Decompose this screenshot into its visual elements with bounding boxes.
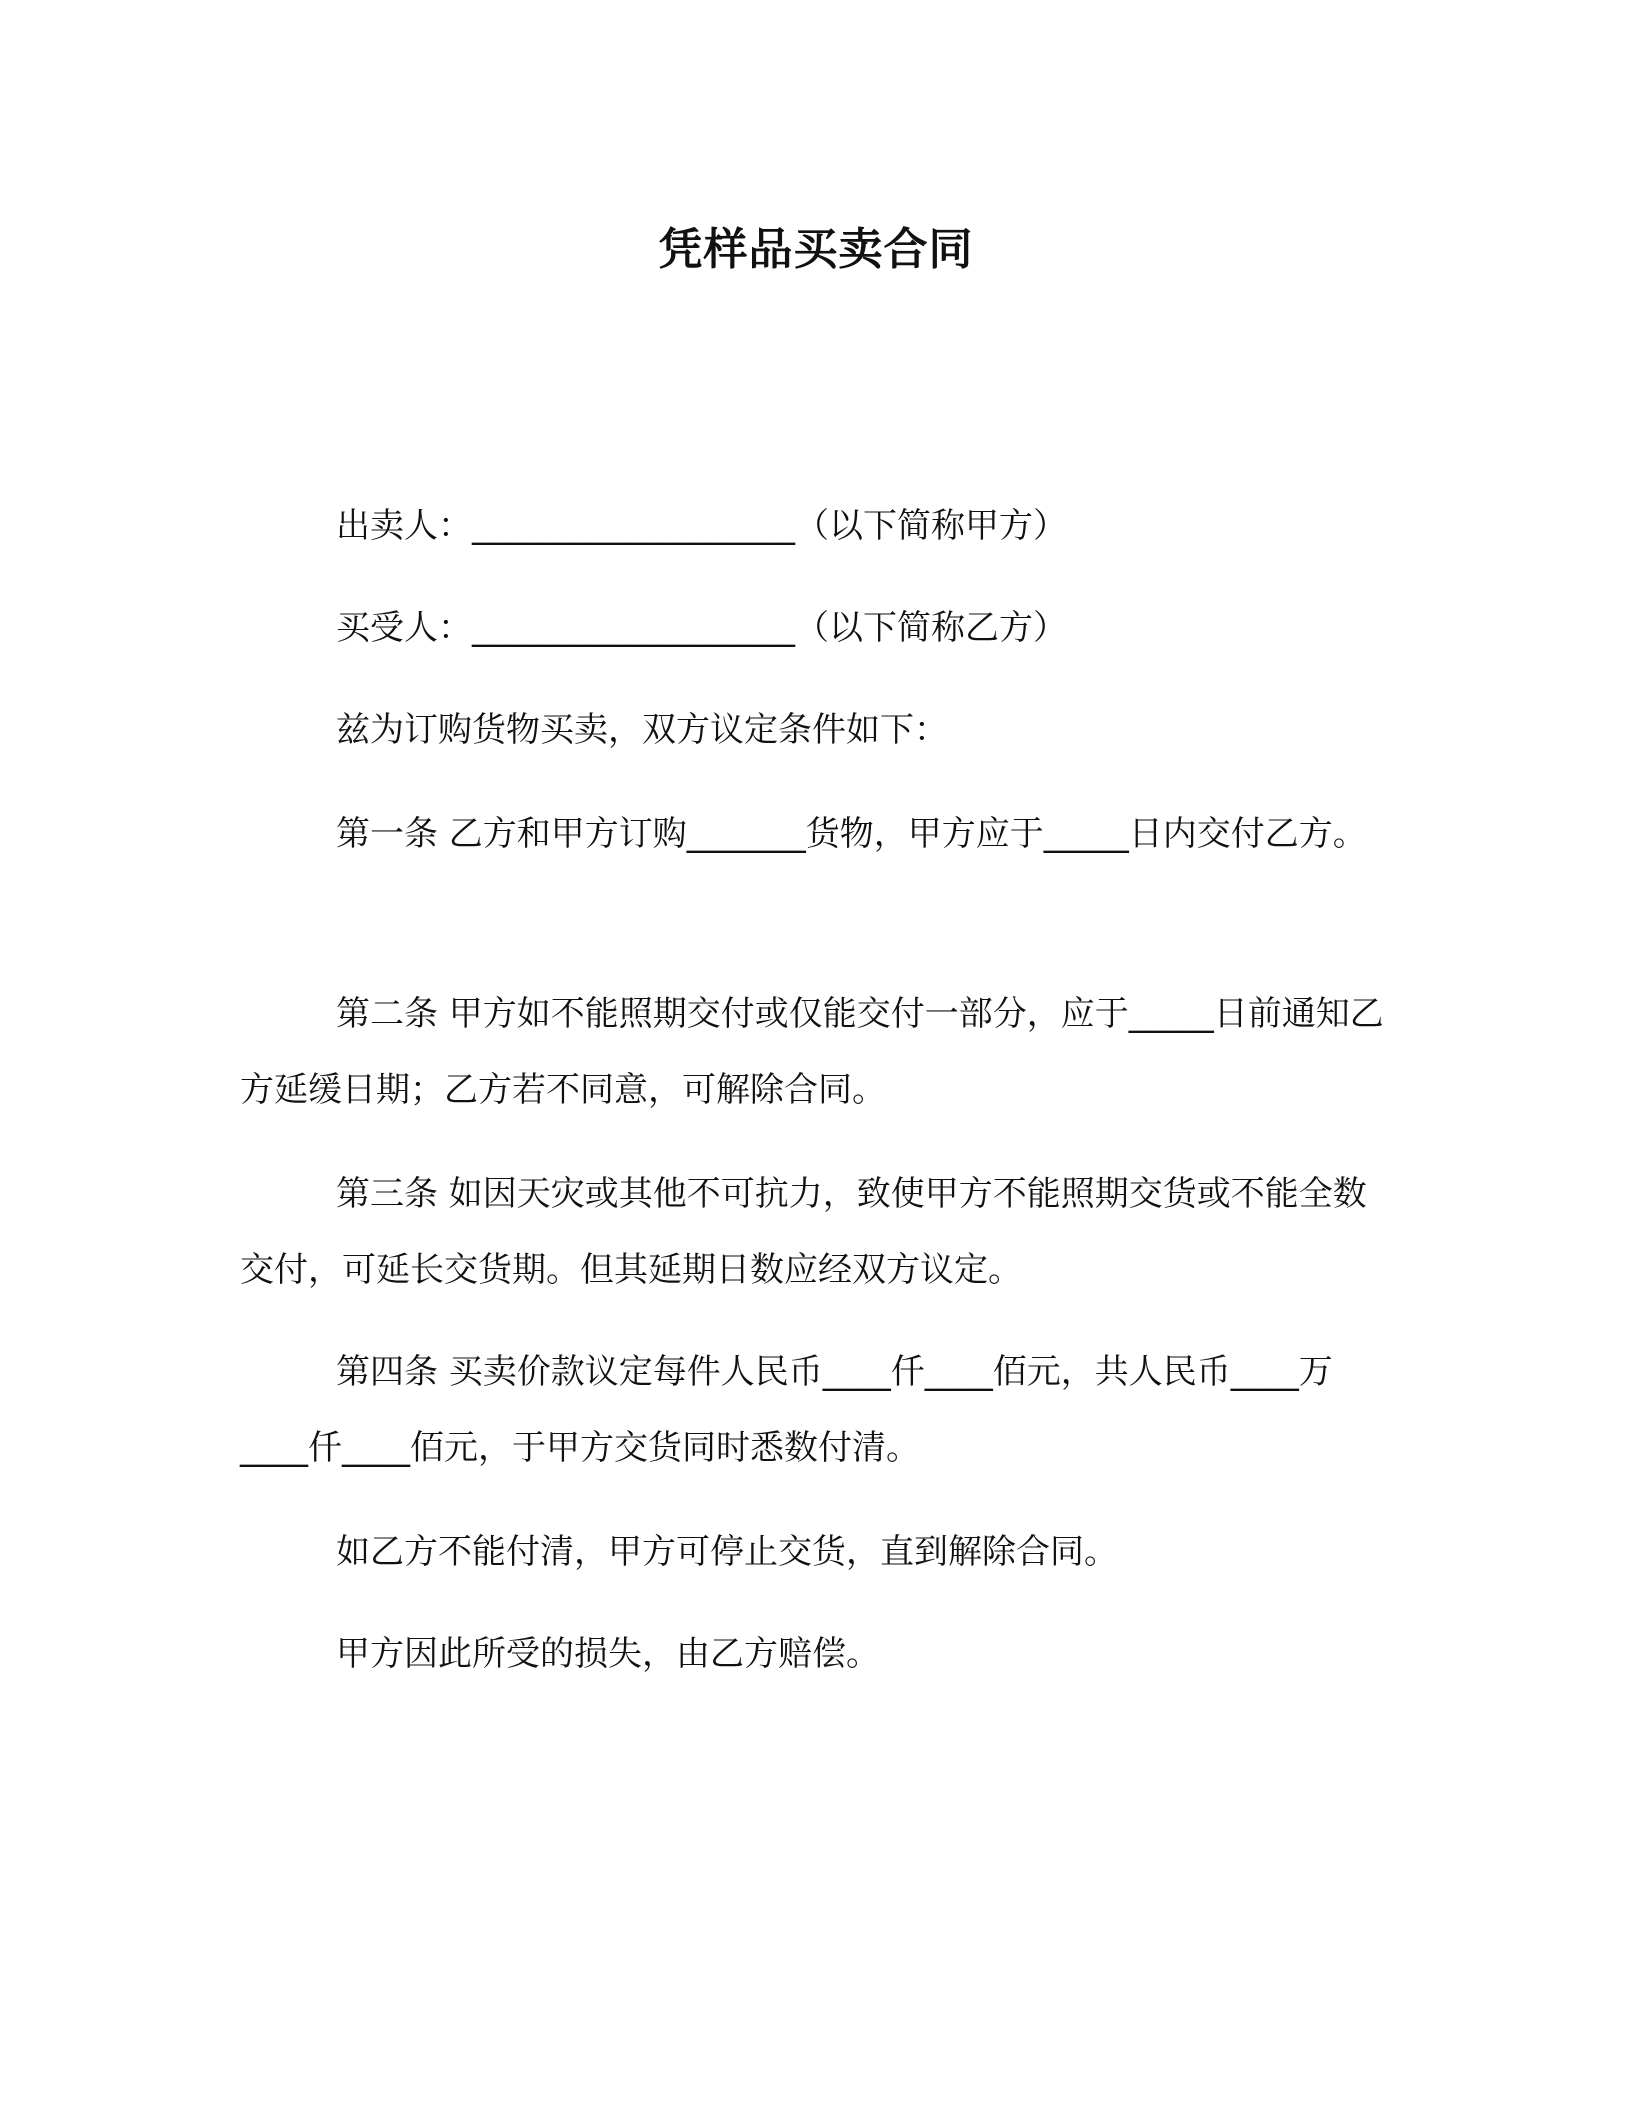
article-3: 第三条 如因天灾或其他不可抗力，致使甲方不能照期交货或不能全数交付，可延长交货期。但其延期日数应经双方议定。 (240, 1174, 1367, 1290)
condition-2: 甲方因此所受的损失，由乙方赔偿。 (336, 1634, 880, 1674)
buyer-line: 买受人：___________________（以下简称乙方） (336, 608, 1067, 648)
condition-1: 如乙方不能付清，甲方可停止交货，直到解除合同。 (336, 1532, 1118, 1572)
article-1: 第一条 乙方和甲方订购_______货物，甲方应于_____日内交付乙方。 (336, 814, 1367, 854)
article-2: 第二条 甲方如不能照期交付或仅能交付一部分，应于_____日前通知乙方延缓日期；乙方若不同意，可解除合同。 (240, 994, 1384, 1110)
article-4: 第四条 买卖价款议定每件人民币____仟____佰元，共人民币____万____仟____佰元，于甲方交货同时悉数付清。 (240, 1352, 1333, 1468)
document-title: 凭样品买卖合同 (658, 224, 974, 275)
seller-line: 出卖人：___________________（以下简称甲方） (336, 506, 1067, 546)
intro-paragraph: 兹为订购货物买卖，双方议定条件如下： (336, 710, 948, 750)
